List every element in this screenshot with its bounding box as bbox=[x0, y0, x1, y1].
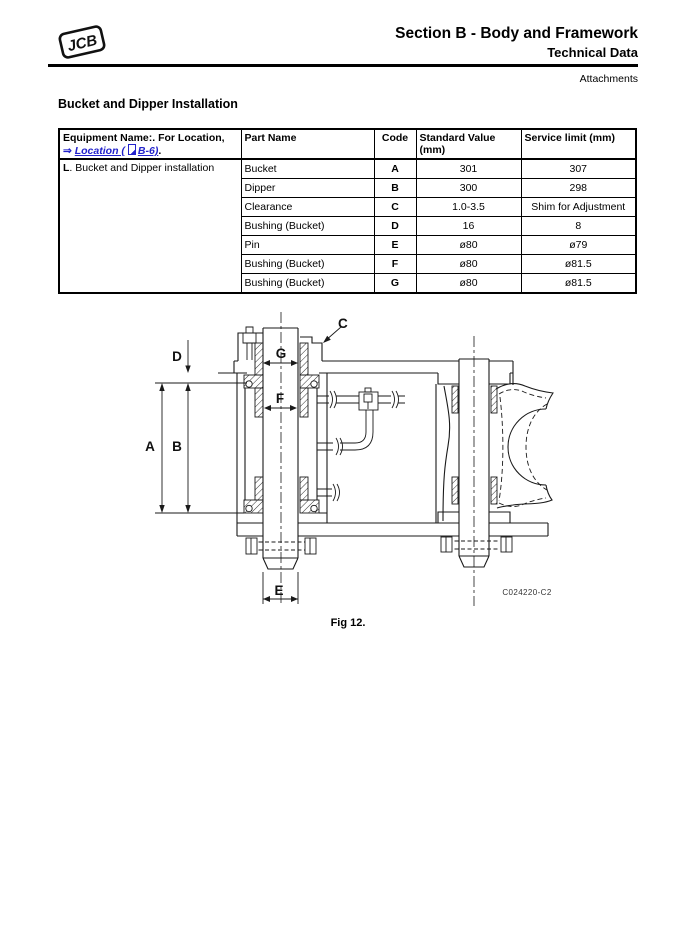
nut-icon bbox=[441, 537, 452, 552]
table-row bbox=[59, 159, 636, 179]
cell-part: Pin bbox=[241, 236, 374, 255]
equipment-label-cell: L. Bucket and Dipper installation bbox=[59, 159, 241, 293]
cell-part: Bushing (Bucket) bbox=[241, 274, 374, 294]
cell-service: ø81.5 bbox=[521, 255, 636, 274]
cell-code: G bbox=[374, 274, 416, 294]
dimension-G bbox=[263, 346, 298, 366]
dim-label-a: A bbox=[145, 439, 155, 454]
dimension-A bbox=[145, 383, 165, 513]
seal-icon bbox=[246, 505, 252, 511]
cell-standard: 301 bbox=[416, 159, 521, 179]
cell-code: A bbox=[374, 159, 416, 179]
figure-code: C024220-C2 bbox=[502, 588, 552, 597]
equipment-header-cell bbox=[59, 129, 241, 159]
col-header-standard: Standard Value (mm) bbox=[416, 129, 521, 159]
cell-code: E bbox=[374, 236, 416, 255]
breadcrumb: Attachments bbox=[579, 73, 638, 85]
dim-label-b: B bbox=[172, 439, 182, 454]
grease-block-icon bbox=[359, 392, 378, 410]
nut-icon bbox=[501, 537, 512, 552]
cell-code: B bbox=[374, 179, 416, 198]
cell-standard: ø80 bbox=[416, 255, 521, 274]
label-C-leader bbox=[323, 316, 348, 343]
seal-icon bbox=[311, 381, 317, 387]
col-header-code: Code bbox=[374, 129, 416, 159]
link-period: . bbox=[158, 145, 162, 157]
page-title: Bucket and Dipper Installation bbox=[58, 97, 238, 111]
cell-service: 307 bbox=[521, 159, 636, 179]
seal-icon bbox=[246, 381, 252, 387]
col-header-part: Part Name bbox=[241, 129, 374, 159]
section-subtitle: Technical Data bbox=[547, 45, 638, 60]
equipment-header-line1: Equipment Name:. For Location, bbox=[63, 132, 225, 144]
bushing-sections-left bbox=[244, 343, 319, 513]
location-link[interactable]: Location ( B-6) bbox=[74, 145, 159, 157]
cell-standard: ø80 bbox=[416, 236, 521, 255]
figure-12-diagram bbox=[130, 298, 580, 614]
header-rule bbox=[48, 64, 638, 67]
page-ref-icon bbox=[128, 144, 136, 155]
grease-lines bbox=[317, 388, 405, 501]
jcb-logo-text: JCB bbox=[65, 31, 99, 56]
top-plate bbox=[234, 361, 513, 385]
section-title: Section B - Body and Framework bbox=[395, 25, 638, 42]
nut-icon bbox=[305, 538, 316, 554]
cell-standard: 300 bbox=[416, 179, 521, 198]
dim-label-e: E bbox=[274, 583, 284, 598]
nut-icon bbox=[246, 538, 257, 554]
dim-label-d: D bbox=[172, 349, 182, 364]
bottom-plate bbox=[237, 523, 548, 536]
cell-service: ø81.5 bbox=[521, 274, 636, 294]
cell-standard: 16 bbox=[416, 217, 521, 236]
cell-code: D bbox=[374, 217, 416, 236]
figure-caption: Fig 12. bbox=[330, 617, 366, 629]
cell-code: C bbox=[374, 198, 416, 217]
dim-label-c: C bbox=[338, 316, 348, 331]
cell-part: Bushing (Bucket) bbox=[241, 217, 374, 236]
cell-part: Dipper bbox=[241, 179, 374, 198]
cell-part: Bushing (Bucket) bbox=[241, 255, 374, 274]
seal-icon bbox=[311, 505, 317, 511]
dim-label-f: F bbox=[275, 391, 285, 406]
cell-standard: 1.0-3.5 bbox=[416, 198, 521, 217]
col-header-service: Service limit (mm) bbox=[521, 129, 636, 159]
cell-part: Clearance bbox=[241, 198, 374, 217]
cell-service: 298 bbox=[521, 179, 636, 198]
cell-service: ø79 bbox=[521, 236, 636, 255]
jcb-logo-icon bbox=[54, 22, 110, 62]
dimension-B bbox=[172, 383, 191, 513]
dim-label-g: G bbox=[275, 346, 287, 361]
dimension-F bbox=[264, 391, 297, 411]
link-arrow: ⇒ bbox=[63, 145, 72, 157]
spec-table bbox=[58, 128, 637, 294]
cell-standard: ø80 bbox=[416, 274, 521, 294]
dipper-end bbox=[496, 384, 553, 508]
cell-service: 8 bbox=[521, 217, 636, 236]
cell-code: F bbox=[374, 255, 416, 274]
dimension-D bbox=[172, 340, 191, 373]
dimension-E bbox=[263, 583, 298, 602]
cell-service: Shim for Adjustment bbox=[521, 198, 636, 217]
cell-part: Bucket bbox=[241, 159, 374, 179]
